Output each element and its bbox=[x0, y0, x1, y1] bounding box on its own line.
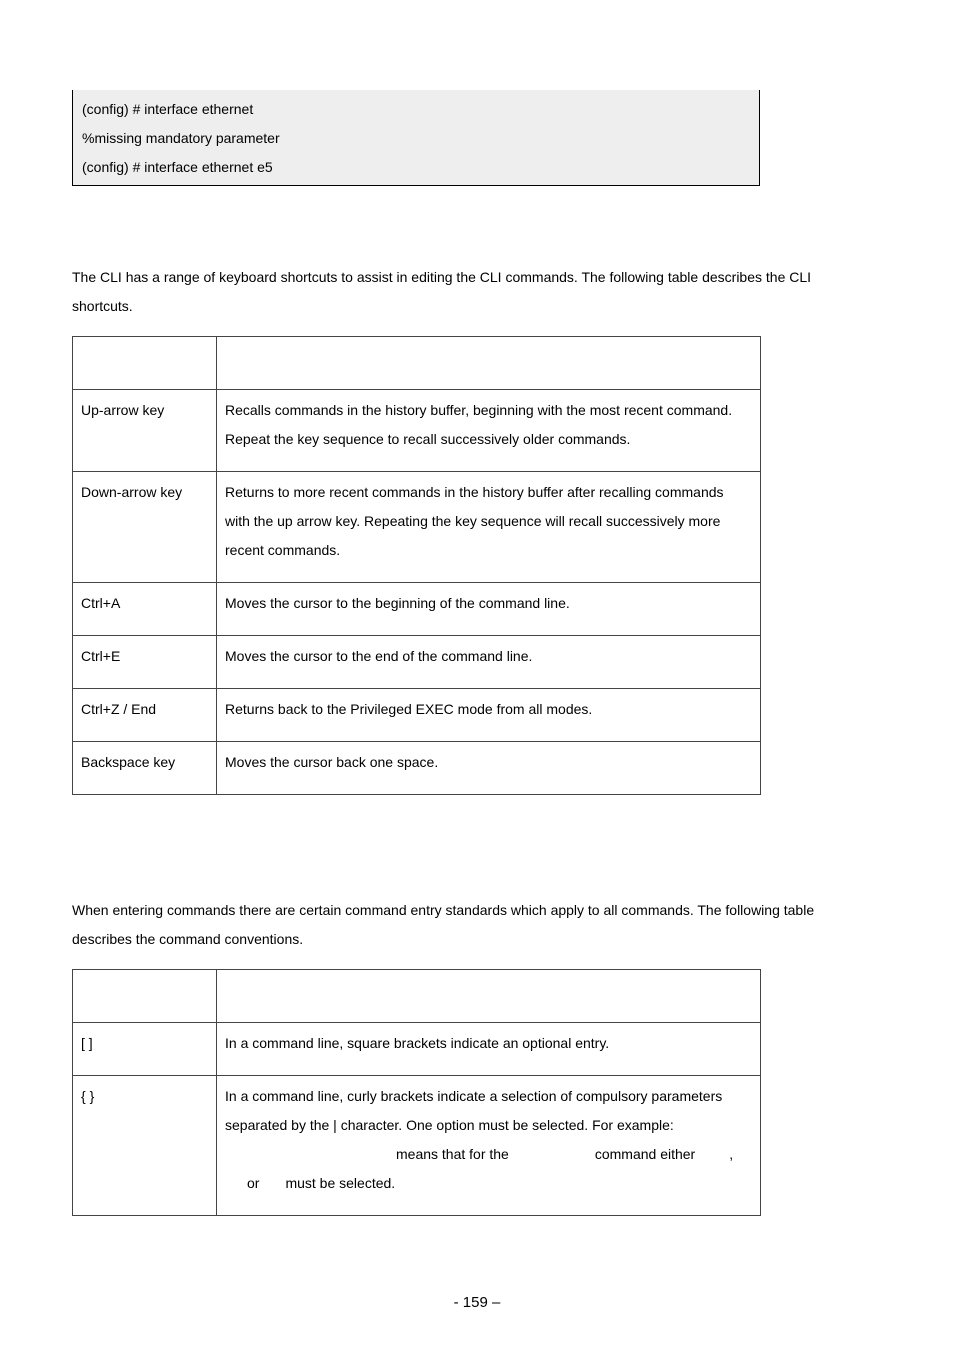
example-fragment: or bbox=[247, 1175, 260, 1191]
code-line: (config) # interface ethernet bbox=[82, 101, 254, 117]
table-row bbox=[73, 636, 761, 689]
shortcut-description-cell: Recalls commands in the history buffer, beginning with the most recent command. Repeat the key sequence to recall successively older commands. bbox=[217, 390, 761, 472]
code-line: (config) # interface ethernet e5 bbox=[82, 159, 273, 175]
header-cell-description bbox=[217, 337, 761, 390]
example-line bbox=[225, 1140, 752, 1169]
example-line bbox=[225, 1169, 752, 1198]
shortcuts-intro-paragraph: The CLI has a range of keyboard shortcuts to assist in editing the CLI commands. The following table describes the CLI shortcuts. bbox=[72, 269, 812, 314]
table-header-row bbox=[73, 970, 761, 1023]
header-cell-keyboard-key bbox=[73, 337, 217, 390]
convention-description-text: In a command line, curly brackets indicate a selection of compulsory parameters separated by the | character. One option must be selected. For example: bbox=[225, 1088, 723, 1133]
page-number: - 159 – bbox=[453, 1294, 501, 1311]
table-row bbox=[73, 689, 761, 742]
table-row bbox=[73, 1023, 761, 1076]
code-example-box bbox=[72, 90, 760, 186]
example-fragment: , bbox=[729, 1146, 734, 1162]
table-row bbox=[73, 1076, 761, 1216]
shortcut-description-cell: Moves the cursor back one space. bbox=[217, 742, 761, 795]
header-cell-description bbox=[217, 970, 761, 1023]
code-line: %missing mandatory parameter bbox=[82, 130, 280, 146]
shortcut-description-cell: Moves the cursor to the end of the command line. bbox=[217, 636, 761, 689]
shortcut-key-cell: Backspace key bbox=[73, 742, 217, 795]
table-row bbox=[73, 742, 761, 795]
shortcut-key-cell: Ctrl+Z / End bbox=[73, 689, 217, 742]
shortcut-description-cell: Moves the cursor to the beginning of the command line. bbox=[217, 583, 761, 636]
table-header-row bbox=[73, 337, 761, 390]
command-conventions-table bbox=[72, 969, 761, 1216]
convention-symbol-cell: [ ] bbox=[73, 1023, 217, 1076]
shortcut-description-cell: Returns back to the Privileged EXEC mode from all modes. bbox=[217, 689, 761, 742]
convention-description-cell: In a command line, square brackets indicate an optional entry. bbox=[217, 1023, 761, 1076]
shortcut-key-cell: Up-arrow key bbox=[73, 390, 217, 472]
shortcut-key-cell: Ctrl+A bbox=[73, 583, 217, 636]
example-fragment: must be selected. bbox=[285, 1175, 396, 1191]
shortcut-key-cell: Down-arrow key bbox=[73, 472, 217, 583]
table-row bbox=[73, 583, 761, 636]
shortcut-key-cell: Ctrl+E bbox=[73, 636, 217, 689]
table-row bbox=[73, 390, 761, 472]
example-fragment: means that for the bbox=[396, 1146, 509, 1162]
example-fragment: command either bbox=[594, 1146, 696, 1162]
keyboard-shortcuts-table bbox=[72, 336, 761, 795]
shortcut-description-cell: Returns to more recent commands in the history buffer after recalling commands with the up arrow key. Repeating the key sequence will recall successively more recent commands. bbox=[217, 472, 761, 583]
convention-symbol-cell: { } bbox=[73, 1076, 217, 1216]
convention-description-cell bbox=[217, 1076, 761, 1216]
header-cell-convention bbox=[73, 970, 217, 1023]
table-row bbox=[73, 472, 761, 583]
conventions-intro-paragraph: When entering commands there are certain command entry standards which apply to all commands. The following table describes the command conventions. bbox=[72, 902, 815, 947]
